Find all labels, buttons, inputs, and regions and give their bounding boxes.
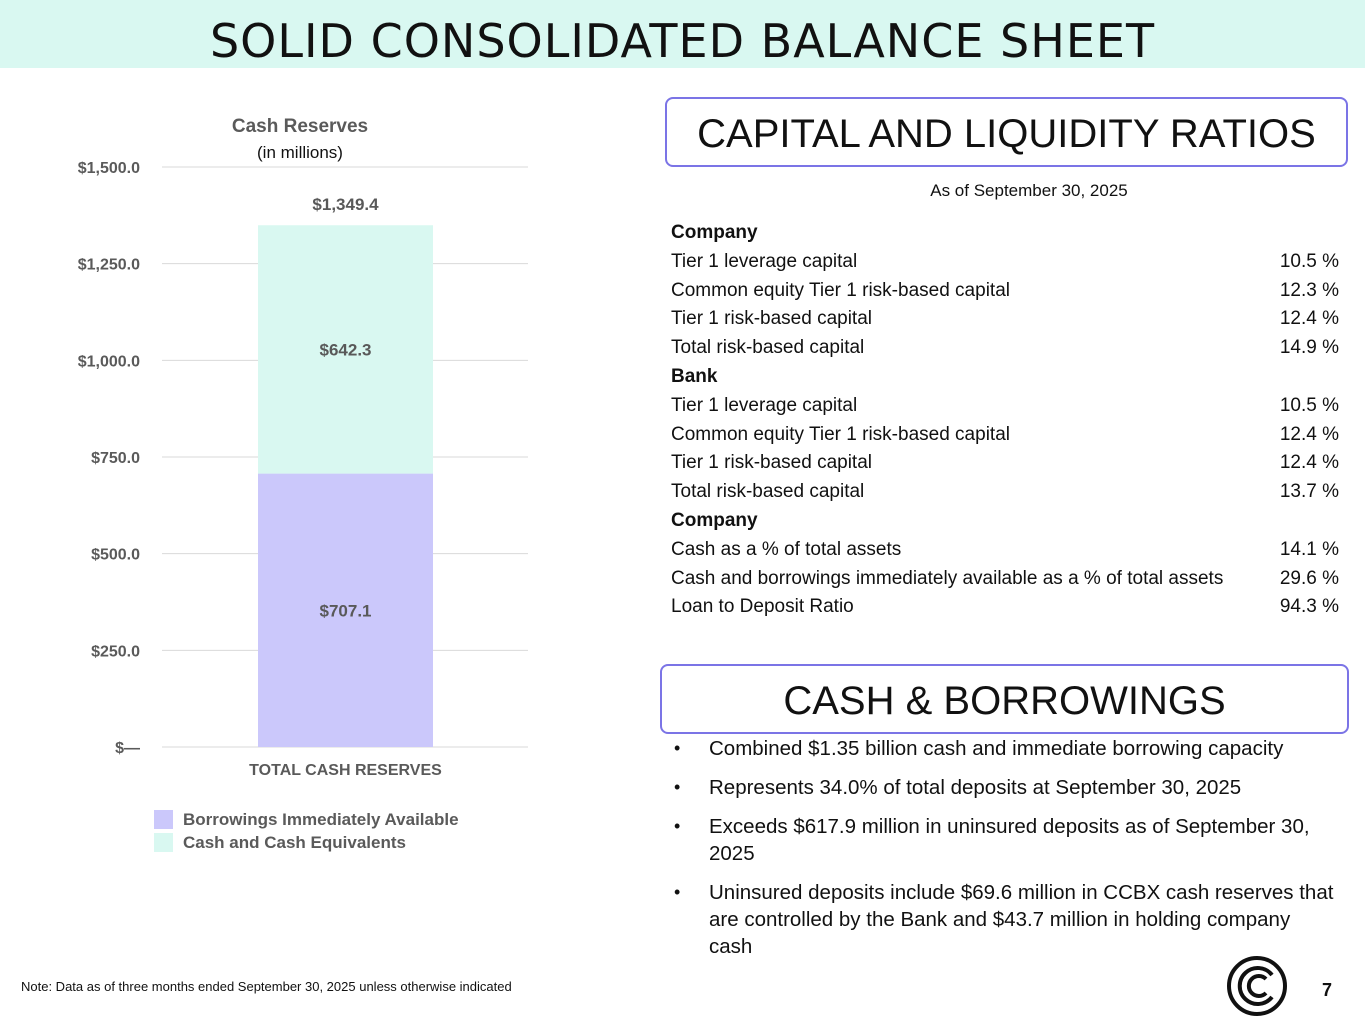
legend-item-cash (154, 831, 459, 854)
ratio-label: Loan to Deposit Ratio (671, 596, 854, 618)
cash-bullet-item (674, 813, 1334, 867)
ratio-value: 14.9 % (1279, 336, 1339, 358)
y-tick-label: $750.0 (91, 450, 140, 467)
data-label: $707.1 (319, 601, 372, 621)
y-tick-label: $500.0 (91, 546, 140, 564)
cash-bullet-item (674, 735, 1334, 762)
ratio-row (671, 248, 1339, 277)
ratio-row (671, 334, 1339, 363)
ratio-value: 10.5 % (1279, 395, 1339, 417)
ratio-label: Tier 1 risk-based capital (671, 308, 872, 330)
ratios-section-title: CAPITAL AND LIQUIDITY RATIOS (697, 112, 1316, 156)
ratio-row (671, 305, 1339, 334)
ratio-value: 29.6 % (1279, 567, 1339, 589)
cash-bullet-text: Exceeds $617.9 million in uninsured deposits as of September 30, 2025 (709, 815, 1310, 865)
footnote: Note: Data as of three months ended September 30, 2025 unless otherwise indicated (21, 979, 512, 994)
ratio-row (671, 536, 1339, 565)
chart-legend (154, 808, 459, 854)
ratio-row (671, 277, 1339, 306)
ratio-label: Tier 1 leverage capital (671, 395, 858, 417)
bullet-dot-icon: • (674, 777, 681, 797)
ratios-table (671, 218, 1339, 622)
ratio-value: 12.4 % (1279, 452, 1339, 474)
page-title: SOLID CONSOLIDATED BALANCE SHEET (209, 14, 1156, 68)
cash-section-title: CASH & BORROWINGS (783, 679, 1226, 723)
legend-label-borrowings: Borrowings Immediately Available (183, 809, 459, 829)
ratio-row (671, 478, 1339, 507)
y-tick-label: $1,250.0 (77, 256, 140, 274)
legend-item-borrowings (154, 808, 459, 831)
ratio-row (671, 421, 1339, 450)
ratio-row (671, 392, 1339, 421)
ratio-value: 14.1 % (1279, 539, 1339, 561)
ratio-value: 12.4 % (1279, 308, 1339, 330)
ratio-row (671, 449, 1339, 478)
ratio-label: Tier 1 risk-based capital (671, 452, 872, 474)
y-tick-label: $— (115, 740, 140, 757)
cash-bullet-list (674, 735, 1334, 972)
total-label: $1,349.4 (312, 195, 379, 215)
ratio-group-title: Company (671, 510, 758, 531)
page-number: 7 (1322, 980, 1333, 1000)
legend-swatch-cash (154, 833, 173, 852)
cash-bullet-item (674, 774, 1334, 801)
y-tick-label: $1,500.0 (77, 160, 140, 177)
ratio-value: 12.3 % (1279, 279, 1339, 301)
ratio-label: Common equity Tier 1 risk-based capital (671, 423, 1010, 445)
ratio-label: Common equity Tier 1 risk-based capital (671, 279, 1010, 301)
cash-bullet-item (674, 879, 1334, 960)
ratio-row (671, 565, 1339, 594)
bullet-dot-icon: • (674, 816, 681, 836)
cash-bullet-text: Represents 34.0% of total deposits at September 30, 2025 (709, 776, 1242, 799)
ratio-value: 12.4 % (1279, 423, 1339, 445)
ratio-label: Total risk-based capital (671, 336, 865, 358)
ratio-value: 10.5 % (1279, 251, 1339, 273)
cash-reserves-chart (0, 150, 560, 790)
chart-subtitle: (in millions) (257, 143, 343, 162)
ratios-as-of-date: As of September 30, 2025 (930, 181, 1128, 200)
x-category-label: TOTAL CASH RESERVES (249, 762, 442, 779)
ratio-row (671, 593, 1339, 622)
ratio-group-title: Company (671, 222, 758, 243)
cash-bullet-text: Uninsured deposits include $69.6 million in CCBX cash reserves that are controlled by the Bank and $43.7 million in holding company cash (709, 881, 1334, 958)
legend-label-cash: Cash and Cash Equivalents (183, 832, 406, 852)
ratio-label: Total risk-based capital (671, 480, 865, 502)
y-tick-label: $250.0 (91, 643, 140, 661)
ratio-label: Cash and borrowings immediately available as a % of total assets (671, 567, 1224, 589)
y-tick-label: $1,000.0 (77, 353, 140, 371)
ratios-section-header (665, 97, 1348, 167)
company-logo-icon (1226, 955, 1288, 1017)
ratio-group-title: Bank (671, 366, 718, 387)
ratio-label: Tier 1 leverage capital (671, 251, 858, 273)
bullet-dot-icon: • (674, 882, 681, 902)
ratio-label: Cash as a % of total assets (671, 539, 902, 561)
ratio-value: 13.7 % (1279, 480, 1339, 502)
bullet-dot-icon: • (674, 738, 681, 758)
cash-bullet-text: Combined $1.35 billion cash and immediate borrowing capacity (709, 737, 1284, 760)
legend-swatch-borrowings (154, 810, 173, 829)
cash-section-header (660, 664, 1349, 734)
chart-title: Cash Reserves (231, 116, 369, 137)
ratio-value: 94.3 % (1279, 596, 1339, 618)
data-label: $642.3 (319, 340, 372, 360)
